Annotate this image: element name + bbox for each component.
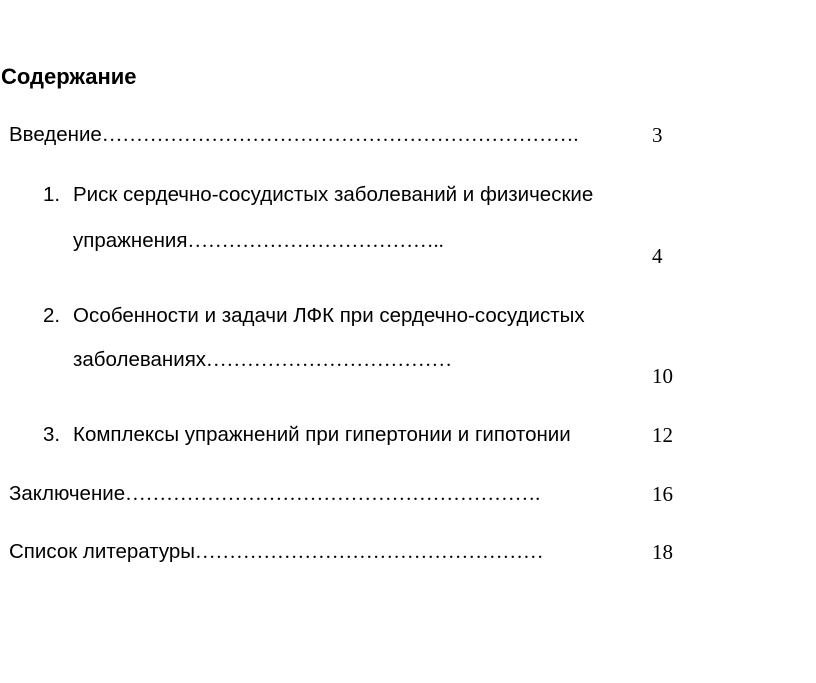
toc-entry-label: Введение bbox=[9, 123, 102, 146]
toc-entry-1-line2 bbox=[73, 227, 444, 255]
toc-leader-dots: ……………………………………………………………. bbox=[101, 124, 579, 146]
toc-page-number: 16 bbox=[652, 482, 673, 506]
toc-list-marker: 3. bbox=[43, 423, 61, 446]
toc-entry-references bbox=[9, 538, 544, 566]
toc-entry-1-line1: Риск сердечно-сосудистых заболеваний и физические bbox=[73, 183, 594, 206]
toc-leader-dots: ……………………………………………………. bbox=[125, 483, 541, 505]
toc-page-number: 10 bbox=[652, 364, 673, 388]
toc-entry-label: Список литературы bbox=[9, 540, 196, 563]
toc-list-marker: 1. bbox=[43, 183, 61, 206]
toc-page-number: 3 bbox=[652, 123, 663, 147]
toc-entry-2-line2 bbox=[73, 346, 452, 374]
toc-entry-conclusion bbox=[9, 480, 540, 508]
toc-heading: Содержание bbox=[1, 64, 137, 89]
toc-entry-3-line1: Комплексы упражнений при гипертонии и гипотонии bbox=[73, 423, 571, 446]
toc-entry-label: Заключение bbox=[9, 482, 126, 505]
toc-entry-2-line1: Особенности и задачи ЛФК при сердечно-сосудистых bbox=[73, 304, 585, 327]
toc-page-number: 12 bbox=[652, 423, 673, 447]
toc-page-number: 18 bbox=[652, 540, 673, 564]
toc-leader-dots: ……………………………… bbox=[206, 349, 453, 371]
toc-leader-dots: …………………………………………… bbox=[195, 541, 544, 563]
toc-leader-dots: ……………………………….. bbox=[187, 230, 444, 252]
toc-list-marker: 2. bbox=[43, 304, 61, 327]
toc-entry-label: заболеваниях bbox=[73, 348, 207, 371]
toc-page-number: 4 bbox=[652, 244, 663, 268]
toc-entry-introduction bbox=[9, 121, 578, 149]
toc-entry-label: упражнения bbox=[73, 229, 188, 252]
